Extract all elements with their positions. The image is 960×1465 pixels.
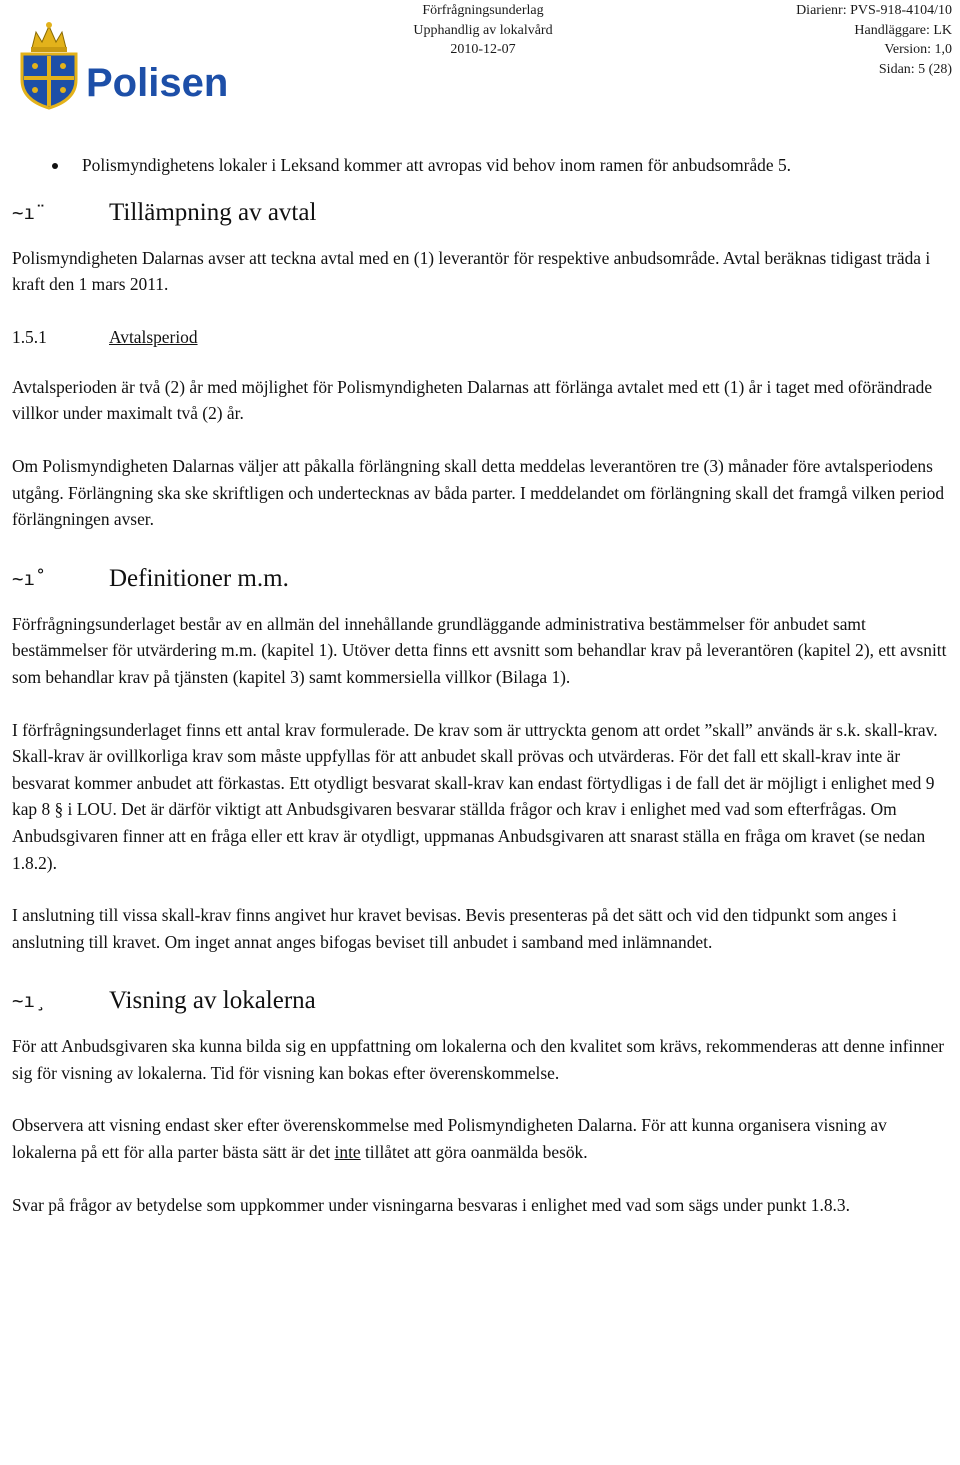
- doc-type: Förfrågningsunderlag: [422, 3, 544, 18]
- bullet-text: Polismyndighetens lokaler i Leksand kommer att avropas vid behov inom ramen för anbudsområde 5.: [82, 155, 791, 175]
- shield-icon: [22, 54, 76, 108]
- section-title: Visning av lokalerna: [109, 987, 316, 1015]
- section-number: ~ı˚: [12, 567, 47, 590]
- paragraph: Förfrågningsunderlaget består av en allmän del innehållande grundläggande administrativa bestämmelser för anbudet samt bestämmelser för utvärdering m.m. (kapitel 1). Utöver detta finns ett avsnitt som behandlar krav på leverantören (kapitel 2), ett avsnitt som behandlar krav på tjänsten (kapitel 3) samt kommersiella villkor (Bilaga 1).: [12, 613, 947, 687]
- diary-number: Diarienr: PVS-918-4104/10: [796, 3, 952, 18]
- section-title: Definitioner m.m.: [109, 564, 289, 592]
- logo-wordmark: Polisen: [86, 61, 229, 105]
- section-heading-definitioner: [12, 559, 947, 599]
- paragraph: Svar på frågor av betydelse som uppkommer under visningarna besvaras i enlighet med vad som sägs under punkt 1.8.3.: [12, 1194, 850, 1215]
- paragraph: I anslutning till vissa skall-krav finns angivet hur kravet bevisas. Bevis presenteras på det sätt och vid den tidpunkt som anges i anslutning till kravet. Om inget annat anges bifogas beviset till anbudet i samband med inlämnandet.: [12, 905, 897, 952]
- paragraph: I förfrågningsunderlaget finns ett antal krav formulerade. De krav som är uttryckta genom att ordet ”skall” används är s.k. skall-krav. Skall-krav är ovillkorliga krav som måste uppfyllas för att anbudet skall prövas och utvärderas. För det fall ett skall-krav inte är besvarat kommer anbudet att förkastas. Ett otydligt besvarat skall-krav kan endast förtydligas i de fall det är möjligt i enlighet med 9 kap 8 § i LOU. Det är därför viktigt att Anbudsgivaren besvarar ställda frågor och krav i enlighet med vad som efterfrågas. Om Anbudsgivaren finner att en fråga eller ett krav är otydligt, uppmanas Anbudsgivaren att snarast ställa en fråga om kravet (se nedan 1.8.2).: [12, 719, 938, 873]
- section-number: ~ı¸: [12, 990, 47, 1013]
- paragraph: [12, 1112, 947, 1165]
- page-header: [0, 0, 960, 110]
- subsection-title: Avtalsperiod: [109, 326, 198, 347]
- paragraph: Om Polismyndigheten Dalarnas väljer att påkalla förlängning skall detta meddelas leverantören tre (3) månader före avtalsperiodens utgång. Förlängning ska ske skriftligen och undertecknas av båda parter. I meddelandet om förlängning skall det framgå vilken period förlängningen avser.: [12, 455, 945, 530]
- bullet-item: [12, 152, 947, 179]
- underlined-word: inte: [334, 1142, 361, 1163]
- observera-lead: Observera: [12, 1115, 84, 1136]
- document-body: [12, 152, 947, 1244]
- section-number: ~ı¨: [12, 201, 47, 224]
- page-number: Sidan: 5 (28): [878, 61, 952, 77]
- section-heading-tillampning: [12, 193, 947, 233]
- doc-subject: Upphandlig av lokalvård: [413, 22, 553, 38]
- section-title: Tillämpning av avtal: [109, 198, 317, 226]
- header-meta-left: [398, 1, 568, 60]
- paragraph-text: tillåtet att göra oanmälda besök.: [360, 1142, 588, 1163]
- polisen-logo: [14, 18, 244, 110]
- handler: Handläggare: LK: [854, 22, 952, 38]
- subsection-heading-avtalsperiod: [12, 324, 947, 350]
- doc-date: 2010-12-07: [450, 42, 516, 57]
- bullet-icon: [52, 163, 58, 169]
- paragraph: För att Anbudsgivaren ska kunna bilda sig en uppfattning om lokalerna och den kvalitet som krävs, rekommenderas att denne infinner sig för visning av lokalerna. Tid för visning kan bokas efter överenskommelse.: [12, 1036, 945, 1083]
- paragraph-text: att visning endast sker efter överenskommelse med Polismyndigheten Dalarna. För att kunna organisera visning av lokalerna på ett för alla parter bästa sätt är det: [12, 1115, 887, 1163]
- version: Version: 1,0: [884, 42, 952, 57]
- section-heading-visning: [12, 981, 947, 1021]
- crown-icon: [31, 22, 67, 52]
- paragraph: Polismyndigheten Dalarnas avser att teckna avtal med en (1) leverantör för respektive anbudsområde. Avtal beräknas tidigast träda i kraft den 1 mars 2011.: [12, 247, 931, 295]
- paragraph: Avtalsperioden är två (2) år med möjlighet för Polismyndigheten Dalarnas att förlänga avtalet med ett (1) år i taget med oförändrade villkor under maximalt två (2) år.: [12, 376, 933, 424]
- header-meta-right: [752, 1, 952, 79]
- subsection-number: 1.5.1: [12, 326, 47, 347]
